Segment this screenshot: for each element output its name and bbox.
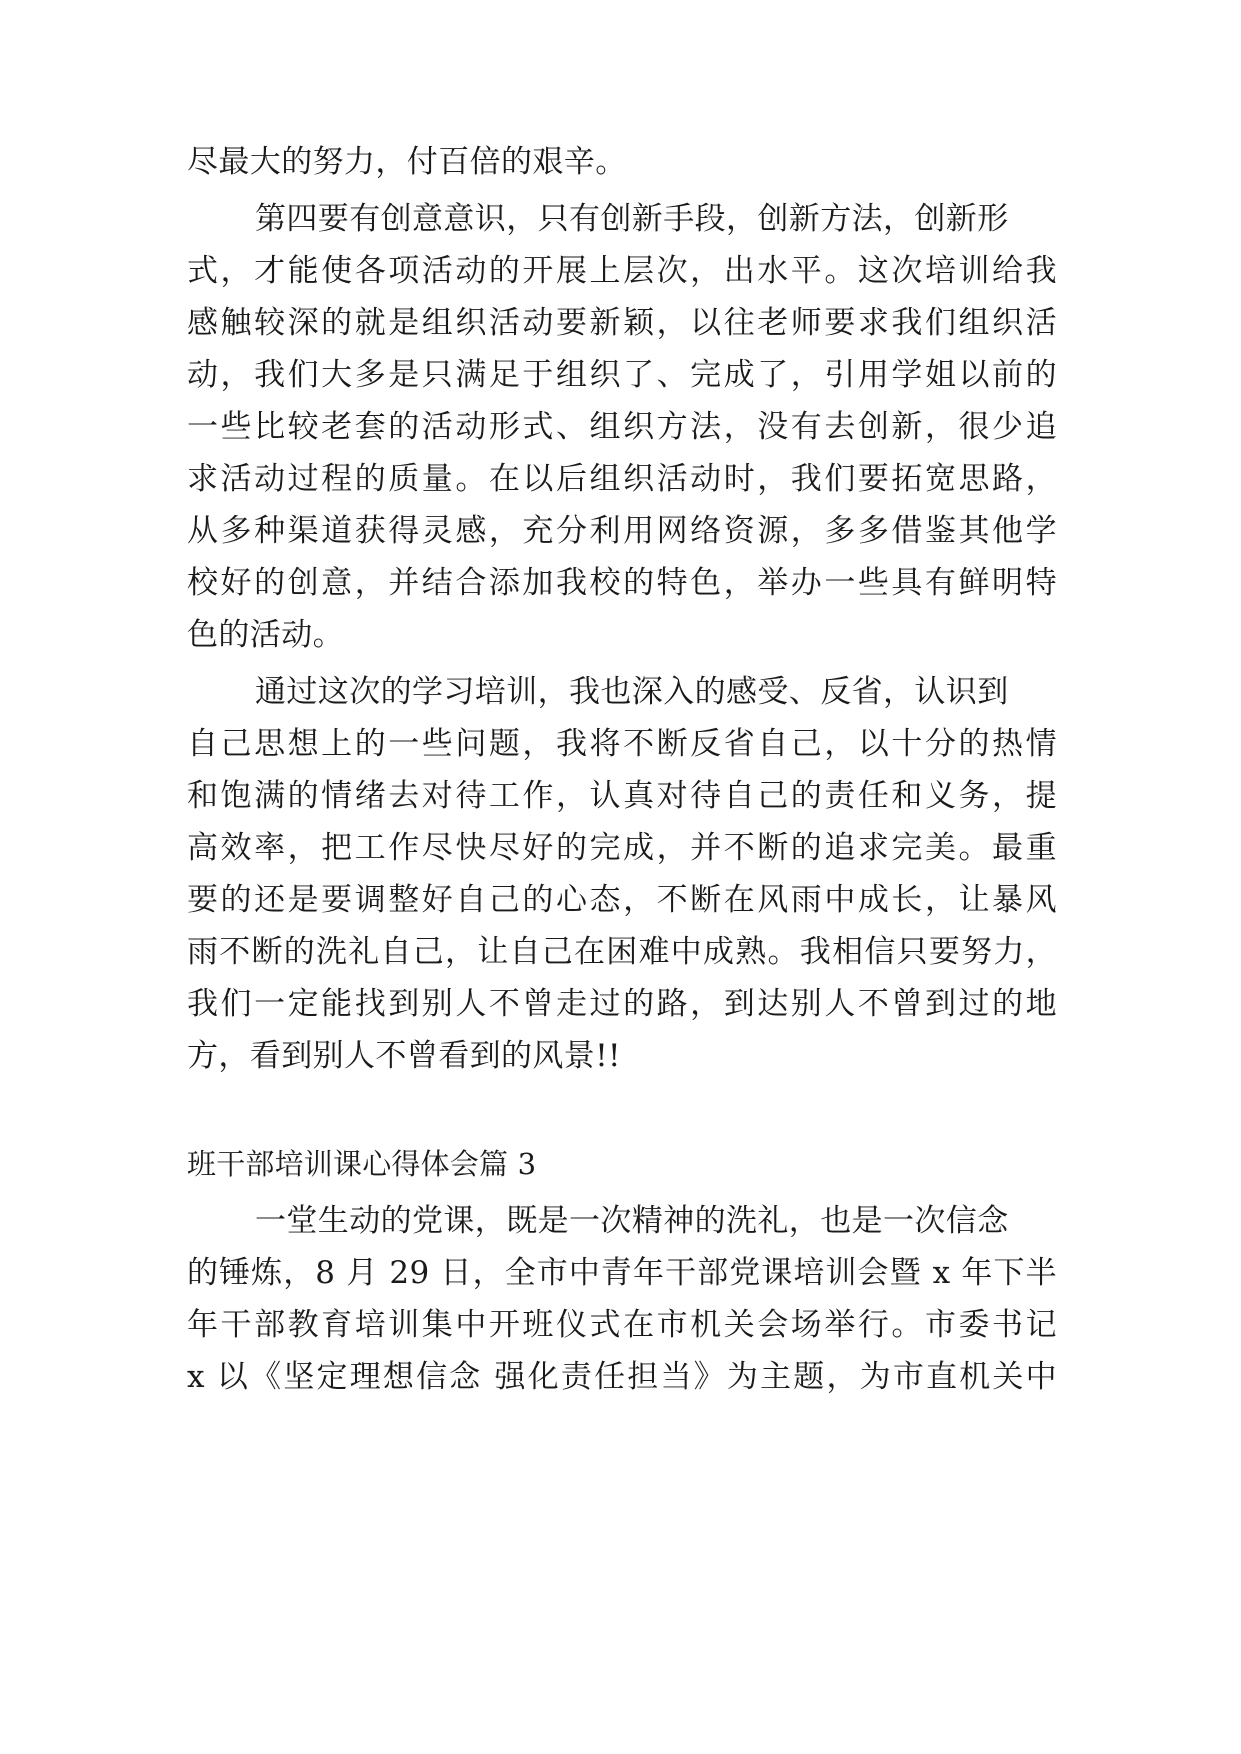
text-line: 感触较深的就是组织活动要新颖，以往老师要求我们组织活 xyxy=(187,305,1057,341)
text-line: 动，我们大多是只满足于组织了、完成了，引用学姐以前的 xyxy=(187,357,1057,393)
text-line: 自己思想上的一些问题，我将不断反省自己，以十分的热情 xyxy=(187,726,1057,762)
text-line: 式，才能使各项活动的开展上层次，出水平。这次培训给我 xyxy=(187,253,1057,289)
text-line: 和饱满的情绪去对待工作，认真对待自己的责任和义务，提 xyxy=(187,778,1057,814)
text-line: 高效率，把工作尽快尽好的完成，并不断的追求完美。最重 xyxy=(187,830,1057,866)
text-line: 年干部教育培训集中开班仪式在市机关会场举行。市委书记 xyxy=(187,1307,1057,1343)
text-line: 校好的创意，并结合添加我校的特色，举办一些具有鲜明特 xyxy=(187,565,1057,601)
text-line: 我们一定能找到别人不曾走过的路，到达别人不曾到过的地 xyxy=(187,986,1057,1022)
text-line: 色的活动。 xyxy=(187,617,344,653)
text-line: 从多种渠道获得灵感，充分利用网络资源，多多借鉴其他学 xyxy=(187,513,1057,549)
text-line: x 以《坚定理想信念 强化责任担当》为主题，为市直机关中 xyxy=(187,1359,1057,1395)
text-line: 雨不断的洗礼自己，让自己在困难中成熟。我相信只要努力， xyxy=(187,934,1057,970)
text-line: 通过这次的学习培训，我也深入的感受、反省，认识到 xyxy=(255,674,1009,710)
text-line: 要的还是要调整好自己的心态，不断在风雨中成长，让暴风 xyxy=(187,882,1057,918)
text-line: 的锤炼，8 月 29 日，全市中青年干部党课培训会暨 x 年下半 xyxy=(187,1255,1057,1291)
text-line: 求活动过程的质量。在以后组织活动时，我们要拓宽思路， xyxy=(187,461,1057,497)
text-line: 一些比较老套的活动形式、组织方法，没有去创新，很少追 xyxy=(187,409,1057,445)
text-line: 尽最大的努力，付百倍的艰辛。 xyxy=(187,144,627,180)
text-line: 第四要有创意意识，只有创新手段，创新方法，创新形 xyxy=(255,201,1009,237)
section-heading: 班干部培训课心得体会篇 3 xyxy=(187,1147,537,1181)
text-line: 方，看到别人不曾看到的风景!! xyxy=(187,1038,621,1074)
text-line: 一堂生动的党课，既是一次精神的洗礼，也是一次信念 xyxy=(255,1203,1009,1239)
